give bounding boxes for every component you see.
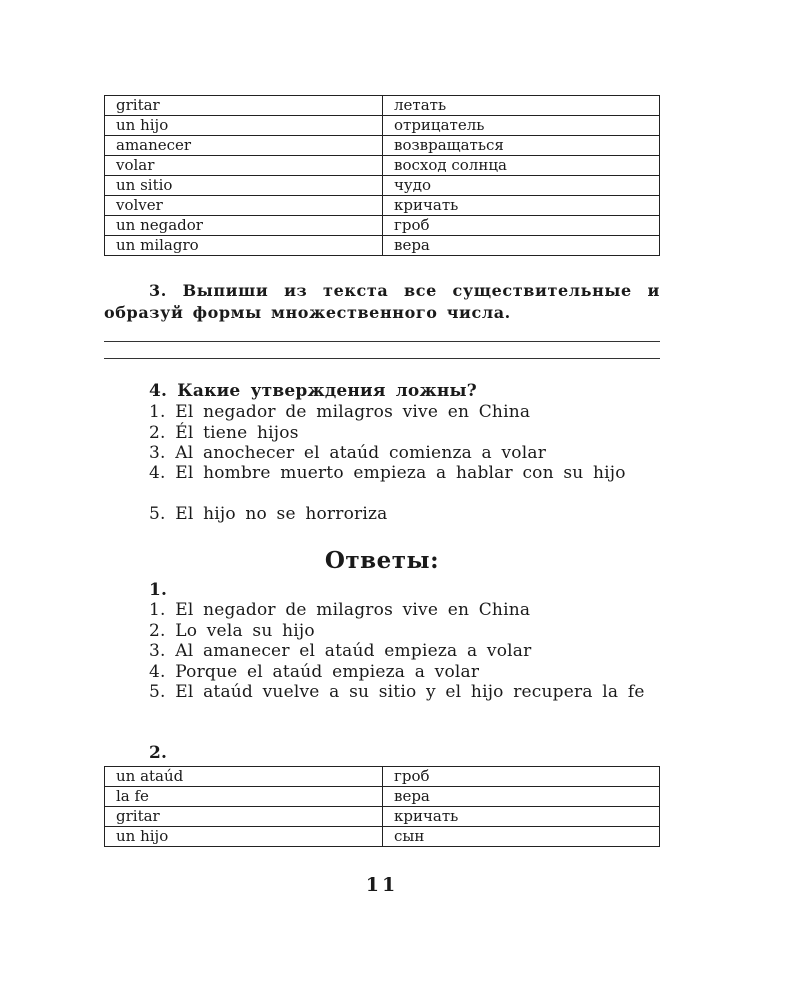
table-cell-spanish: gritar	[105, 96, 383, 116]
table-cell-russian: кричать	[383, 196, 660, 216]
table-row	[105, 156, 660, 176]
answer-item: 2. Lo vela su hijo	[149, 621, 315, 641]
answer-item: 4. Porque el ataúd empieza a volar	[149, 662, 480, 682]
table-row	[105, 176, 660, 196]
table-cell-russian: вера	[383, 787, 660, 807]
table-row	[105, 216, 660, 236]
table-row	[105, 196, 660, 216]
table-row	[105, 116, 660, 136]
table-cell-russian: возвращаться	[383, 136, 660, 156]
table-row	[105, 767, 660, 787]
table-cell-russian: гроб	[383, 216, 660, 236]
task-3-instruction: 3. Выпиши из текста все существительные и образуй формы множественного числа.	[104, 281, 660, 322]
table-cell-spanish: un negador	[105, 216, 383, 236]
answer-item: 1. El negador de milagros vive en China	[149, 600, 531, 620]
answer-line	[104, 358, 660, 359]
table-cell-spanish: un hijo	[105, 827, 383, 847]
table-cell-spanish: un sitio	[105, 176, 383, 196]
table-cell-russian: отрицатель	[383, 116, 660, 136]
answers-section-1-label: 1.	[149, 580, 168, 600]
answers-section-2-label: 2.	[149, 743, 168, 763]
vocabulary-table-1	[104, 95, 660, 256]
statement-item: 2. Él tiene hijos	[149, 423, 299, 443]
page-number: 11	[365, 874, 399, 896]
vocabulary-table-2	[104, 766, 660, 847]
table-cell-spanish: volar	[105, 156, 383, 176]
table-row	[105, 807, 660, 827]
answer-item: 5. El ataúd vuelve a su sitio y el hijo recupera la fe	[149, 682, 645, 702]
answer-line	[104, 341, 660, 342]
table-cell-spanish: un hijo	[105, 116, 383, 136]
table-cell-russian: сын	[383, 827, 660, 847]
statement-item: 5. El hijo no se horroriza	[149, 504, 388, 524]
statement-item: 3. Al anochecer el ataúd comienza a volar	[149, 443, 547, 463]
table-cell-russian: кричать	[383, 807, 660, 827]
table-row	[105, 787, 660, 807]
table-cell-russian: чудо	[383, 176, 660, 196]
table-cell-spanish: volver	[105, 196, 383, 216]
answer-item: 3. Al amanecer el ataúd empieza a volar	[149, 641, 532, 661]
table-row	[105, 827, 660, 847]
table-cell-spanish: amanecer	[105, 136, 383, 156]
table-row	[105, 136, 660, 156]
table-row	[105, 236, 660, 256]
table-row	[105, 96, 660, 116]
table-cell-russian: вера	[383, 236, 660, 256]
table-cell-spanish: un milagro	[105, 236, 383, 256]
table-cell-russian: гроб	[383, 767, 660, 787]
statement-item: 4. El hombre muerto empieza a hablar con su hijo	[149, 463, 626, 483]
answers-heading: Ответы:	[324, 547, 440, 574]
task-4-title: 4. Какие утверждения ложны?	[149, 381, 477, 401]
table-cell-spanish: gritar	[105, 807, 383, 827]
table-cell-spanish: la fe	[105, 787, 383, 807]
table-cell-spanish: un ataúd	[105, 767, 383, 787]
statement-item: 1. El negador de milagros vive en China	[149, 402, 531, 422]
table-cell-russian: летать	[383, 96, 660, 116]
table-cell-russian: восход солнца	[383, 156, 660, 176]
